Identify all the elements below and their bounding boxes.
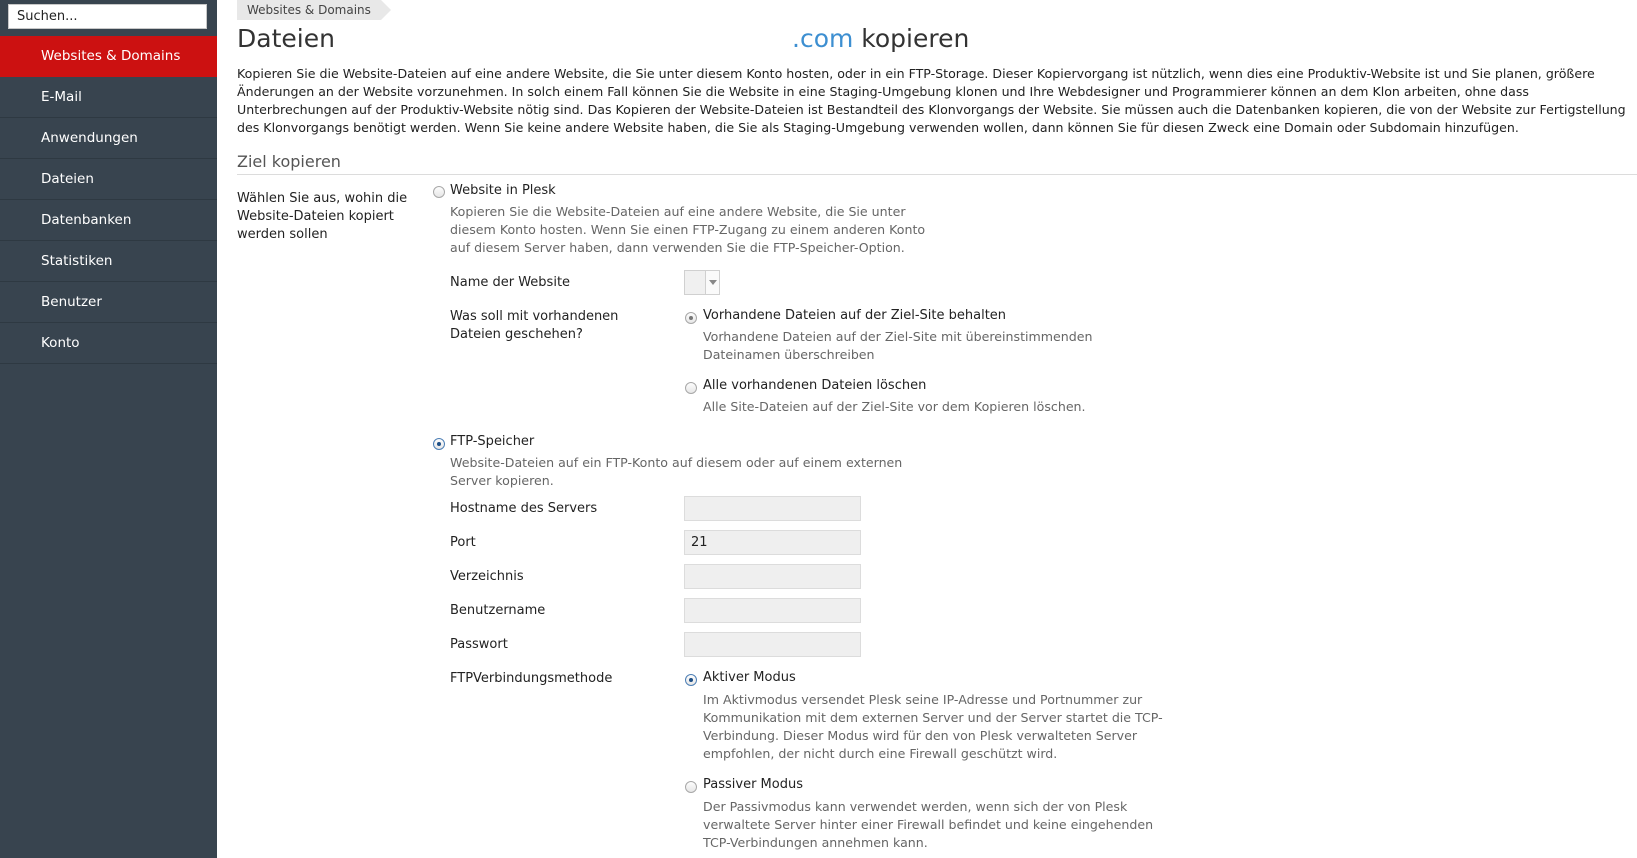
site-name-label: Name der Website (450, 275, 571, 290)
active-mode-label[interactable]: Aktiver Modus (703, 670, 796, 685)
port-input[interactable] (684, 530, 861, 555)
password-label: Passwort (450, 637, 508, 652)
destination-field-label: Wählen Sie aus, wohin die Website-Dateien kopiert werden sollen (237, 191, 408, 242)
ftp-storage-radio[interactable] (433, 438, 445, 450)
sidebar-item-databases[interactable]: Datenbanken (0, 200, 217, 241)
username-input[interactable] (684, 598, 861, 623)
directory-input[interactable] (684, 564, 861, 589)
username-label: Benutzername (450, 603, 546, 618)
hostname-label: Hostname des Servers (450, 501, 598, 516)
page-title-domain (792, 24, 969, 53)
chevron-down-icon (705, 271, 719, 294)
site-name-select[interactable] (684, 270, 720, 295)
sidebar (0, 0, 217, 858)
password-input[interactable] (684, 632, 861, 657)
search-area (0, 0, 217, 36)
search-input[interactable] (8, 4, 207, 29)
delete-files-label[interactable]: Alle vorhandenen Dateien löschen (703, 378, 927, 393)
active-mode-hint: Im Aktivmodus versendet Plesk seine IP-Adresse und Portnummer zur Kommunikation mit dem externen Server und der Server startet die TCP-Verbindung. Dieser Modus wird für den von Plesk verwalteten Server empfohlen, der nicht durch eine Firewall geschützt wird. (703, 692, 1163, 761)
sidebar-item-websites-domains[interactable]: Websites & Domains (0, 36, 217, 77)
intro-text: Kopieren Sie die Website-Dateien auf eine andere Website, die Sie unter diesem Konto hosten, oder in ein FTP-Storage. Dieser Kopiervorgang ist nützlich, wenn dies eine Produktiv-Website ist und Sie planen, größere Änderungen an der Website vorzunehmen. In solch einem Fall können Sie die Website in eine Staging-Umgebung klonen und Ihre Webdesigner und Programmierer können an dem Klon arbeiten, ohne dass Unterbrechungen auf der Produktiv-Website nötig sind. Das Kopieren der Website-Dateien ist Bestandteil des Klonvorgangs der Website. Sie müssen auch die Datenbanken kopieren, die von der Website zur Fertigstellung des Klonvorgangs benötigt werden. Wenn Sie keine andere Website haben, die Sie als Staging-Umgebung verwenden wollen, dann können Sie für diesen Zweck eine Domain oder Subdomain hinzufügen. (237, 66, 1626, 135)
keep-files-label[interactable]: Vorhandene Dateien auf der Ziel-Site behalten (703, 308, 1007, 323)
existing-files-label: Was soll mit vorhandenen Dateien geschehen? (450, 309, 619, 342)
active-mode-radio[interactable] (685, 674, 697, 686)
sidebar-item-account[interactable]: Konto (0, 323, 217, 364)
section-title: Ziel kopieren (237, 152, 341, 171)
main-content (217, 0, 1637, 858)
directory-label: Verzeichnis (450, 569, 524, 584)
website-in-plesk-label[interactable]: Website in Plesk (450, 183, 556, 198)
passive-mode-radio[interactable] (685, 781, 697, 793)
page-title: Dateien (237, 24, 335, 53)
website-in-plesk-radio[interactable] (433, 186, 445, 198)
page-title-action: kopieren (861, 24, 970, 53)
sidebar-item-applications[interactable]: Anwendungen (0, 118, 217, 159)
sidebar-item-statistics[interactable]: Statistiken (0, 241, 217, 282)
hostname-input[interactable] (684, 496, 861, 521)
ftp-storage-label[interactable]: FTP-Speicher (450, 434, 535, 449)
ftp-storage-hint: Website-Dateien auf ein FTP-Konto auf diesem oder auf einem externen Server kopieren. (450, 455, 903, 488)
delete-files-hint: Alle Site-Dateien auf der Ziel-Site vor dem Kopieren löschen. (703, 399, 1086, 414)
ftp-method-label: FTPVerbindungsmethode (450, 671, 613, 686)
section-divider (237, 174, 1637, 175)
breadcrumb[interactable]: Websites & Domains (237, 0, 381, 20)
sidebar-item-users[interactable]: Benutzer (0, 282, 217, 323)
keep-files-radio[interactable] (685, 312, 697, 324)
passive-mode-hint: Der Passivmodus kann verwendet werden, wenn sich der von Plesk verwaltete Server hinter einer Firewall befindet und keine eingehenden TCP-Verbindungen annehmen kann. (703, 799, 1154, 850)
delete-files-radio[interactable] (685, 382, 697, 394)
keep-files-hint: Vorhandene Dateien auf der Ziel-Site mit übereinstimmenden Dateinamen überschreiben (703, 329, 1093, 362)
sidebar-item-files[interactable]: Dateien (0, 159, 217, 200)
domain-suffix: .com (792, 24, 854, 53)
passive-mode-label[interactable]: Passiver Modus (703, 777, 803, 792)
sidebar-item-email[interactable]: E-Mail (0, 77, 217, 118)
website-in-plesk-hint: Kopieren Sie die Website-Dateien auf eine andere Website, die Sie unter diesem Konto hosten. Wenn Sie einen FTP-Zugang zu einem anderen Konto auf diesem Server haben, dann verwenden Sie die FTP-Speicher-Option. (450, 204, 926, 255)
port-label: Port (450, 535, 476, 550)
